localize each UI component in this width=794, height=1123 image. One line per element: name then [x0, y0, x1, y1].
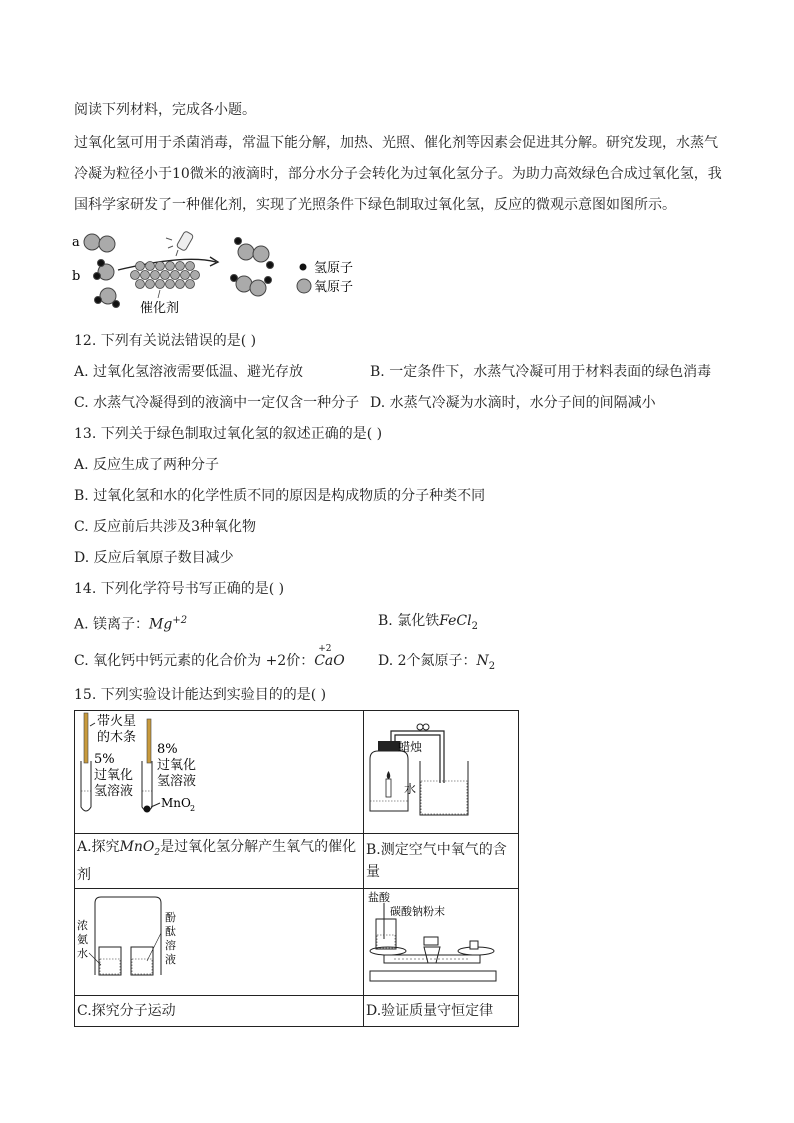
q12-option-b[interactable]: B. 一定条件下，水蒸气冷凝可用于材料表面的绿色消毒 [370, 364, 712, 380]
hydrogen-legend-icon [300, 264, 307, 271]
legend-hydrogen: 氢原子 [314, 261, 354, 276]
q12-option-d[interactable]: D. 水蒸气冷凝为水滴时，水分子间的间隔减小 [370, 395, 656, 411]
q14-c-text: C. 氧化钙中钙元素的化合价为 +2价： [74, 653, 315, 669]
experiment-table [74, 710, 519, 1027]
q14-c-formula: CaO [314, 653, 345, 669]
q14-b-sub: 2 [471, 620, 479, 632]
caption-b [364, 834, 519, 889]
sol2-line1: 过氧化 [157, 758, 197, 773]
q14-d-sub: 2 [488, 660, 496, 672]
cell-figure-b [364, 711, 519, 834]
q13-option-d[interactable]: D. 反应后氧原子数目减少 [74, 550, 234, 566]
c-right-3: 溶 [165, 938, 176, 952]
caption-a [75, 834, 364, 889]
oxygen-legend-icon [297, 279, 311, 293]
q14-d-formula: N [476, 653, 489, 669]
cell-figure-a [75, 711, 364, 834]
sol1-line1: 过氧化 [94, 768, 134, 783]
caption-b-text: B.测定空气中氧气的含量 [366, 841, 507, 880]
q13-stem: 13. 下列关于绿色制取过氧化氢的叙述正确的是( ) [74, 426, 383, 442]
pct-5: 5% [94, 752, 115, 767]
c-left-2: 氨 [77, 932, 88, 946]
figure-c-molecular-motion [75, 889, 363, 991]
catalyst-grid [131, 262, 200, 289]
cell-figure-d [364, 888, 519, 995]
q12-option-c[interactable]: C. 水蒸气冷凝得到的液滴中一定仅含一种分子 [74, 395, 360, 411]
caption-a-pre: A.探究 [77, 839, 120, 855]
caption-a-line2: 剂 [77, 866, 91, 883]
water-label: 水 [404, 782, 417, 796]
q14-stem: 14. 下列化学符号书写正确的是( ) [74, 581, 285, 597]
pct-8: 8% [157, 742, 178, 757]
label-b: b [72, 269, 81, 284]
intro-lead: 阅读下列材料，完成各小题。 [74, 102, 256, 118]
caption-d [364, 995, 519, 1026]
q14-b-text: B. 氯化铁 [378, 613, 440, 629]
mno2-label: MnO [161, 796, 191, 810]
c-left-1: 浓 [77, 918, 88, 932]
splint-label-2: 的木条 [97, 730, 137, 745]
water-molecules [94, 260, 120, 308]
d-acid-label: 盐酸 [368, 890, 390, 904]
caption-c-text: C.探究分子运动 [77, 1002, 176, 1019]
q14-c-valence: +2 [318, 644, 332, 654]
intro-line-2: 冷凝为粒径小于10微米的液滴时，部分水分子会转化为过氧化氢分子。为助力高效绿色合成过氧化氢，我 [74, 166, 722, 182]
q13-option-b[interactable]: B. 过氧化氢和水的化学性质不同的原因是构成物质的分子种类不同 [74, 488, 486, 504]
q14-option-d[interactable] [378, 651, 495, 677]
light-icon [166, 231, 194, 256]
figure-a-test-tubes [75, 711, 363, 829]
q14-d-text: D. 2个氮原子： [378, 653, 477, 669]
h2o2-molecules [231, 238, 274, 297]
cell-figure-c [75, 888, 364, 995]
intro-line-3: 国科学家研发了一种催化剂，实现了光照条件下绿色制取过氧化氢，反应的微观示意图如图所示。 [74, 197, 676, 213]
q12-option-a[interactable]: A. 过氧化氢溶液需要低温、避光存放 [74, 364, 304, 380]
c-right-4: 液 [165, 952, 176, 966]
q12-stem: 12. 下列有关说法错误的是( ) [74, 333, 257, 349]
q14-option-a[interactable] [74, 611, 187, 635]
mno2-sub: 2 [190, 804, 196, 813]
q13-option-a[interactable]: A. 反应生成了两种分子 [74, 457, 220, 473]
caption-d-text: D.验证质量守恒定律 [366, 1002, 494, 1019]
q14-a-formula: Mg [149, 616, 173, 633]
sol2-line2: 氢溶液 [157, 774, 197, 789]
c-right-1: 酚 [165, 910, 176, 924]
figure-b-oxygen-apparatus [364, 711, 518, 829]
intro-line-1: 过氧化氢可用于杀菌消毒，常温下能分解，加热、光照、催化剂等因素会促进其分解。研究发现，水蒸气 [74, 135, 718, 151]
q14-a-charge: +2 [172, 615, 188, 626]
label-a: a [72, 235, 80, 250]
reaction-diagram [70, 226, 370, 324]
figure-d-balance [364, 889, 518, 991]
caption-c [75, 995, 364, 1026]
q13-option-c[interactable]: C. 反应前后共涉及3种氧化物 [74, 519, 257, 535]
q14-b-formula: FeCl [439, 613, 472, 629]
d-powder-label: 碳酸钠粉末 [390, 904, 445, 918]
q14-option-c[interactable] [74, 644, 345, 671]
o2-molecule [84, 234, 115, 252]
catalyst-label: 催化剂 [140, 301, 180, 316]
candle-label: 蜡烛 [398, 740, 423, 754]
caption-a-formula: MnO [119, 839, 155, 855]
c-left-3: 水 [77, 946, 88, 960]
c-right-2: 酞 [165, 924, 176, 938]
q14-a-text: A. 镁离子： [74, 616, 150, 633]
q15-stem: 15. 下列实验设计能达到实验目的的是( ) [74, 687, 327, 703]
sol1-line2: 氢溶液 [94, 784, 134, 799]
q14-option-b[interactable] [378, 611, 478, 637]
caption-a-post: 是过氧化氢分解产生氧气的催化 [160, 839, 357, 855]
caption-a-sub: 2 [154, 847, 161, 858]
splint-label-1: 带火星 [97, 714, 137, 729]
legend-oxygen: 氧原子 [314, 280, 354, 295]
